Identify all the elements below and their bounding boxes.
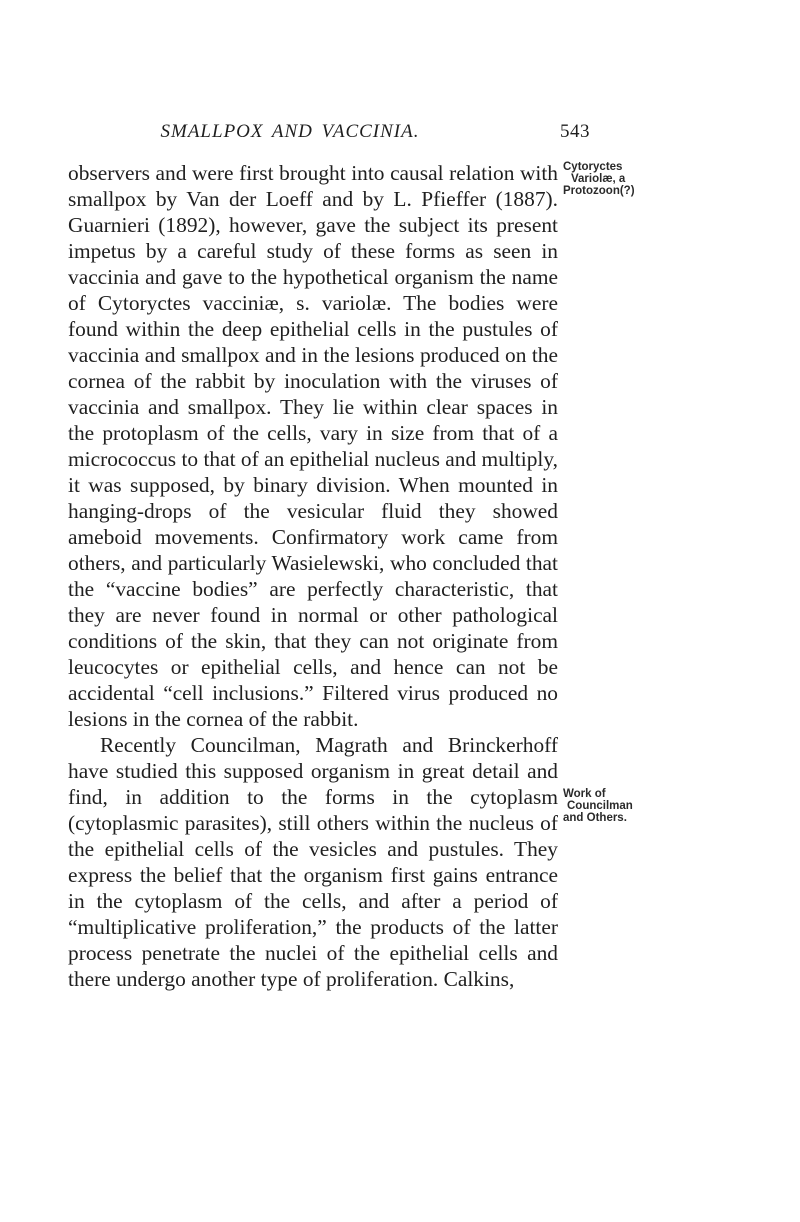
sidenote-line: and Others. bbox=[563, 812, 627, 824]
sidenote-line: Variolæ, a bbox=[571, 173, 626, 185]
paragraph-1: observers and were first brought into causal relation with smallpox by Van der Loeff and by L. Pfieffer (1887). Guarnieri (1892), however, gave the subject its present impetus by a careful study of these forms as seen in vaccinia and gave to the hypothetical organism the name of Cytoryctes vacciniæ, s. variolæ. The bodies were found within the deep epithelial cells in the pustules of vaccinia and smallpox and in the lesions produced on the cornea of the rabbit by inoculation with the viruses of vaccinia and smallpox. They lie within clear spaces in the protoplasm of the cells, vary in size from that of a micrococcus to that of an epithelial nucleus and multiply, it was supposed, by binary division. When mounted in hanging-drops of the vesicular fluid they showed ameboid movements. Confirmatory work came from others, and particularly Wasielewski, who concluded that the “vaccine bodies” are perfectly characteristic, that they are never found in normal or other pathological conditions of the skin, that they can not originate from leucocytes or epithelial cells, and hence can not be accidental “cell inclusions.” Filtered virus produced no lesions in the cornea of the rabbit. bbox=[68, 161, 558, 731]
page-number: 543 bbox=[560, 121, 590, 142]
sidenote-line: Work of bbox=[563, 788, 606, 800]
running-head bbox=[0, 0, 800, 160]
sidenote-line: Protozoon(?) bbox=[563, 185, 635, 197]
sidenote-councilman bbox=[563, 788, 683, 824]
sidenote-line: Councilman bbox=[567, 800, 633, 812]
sidenote-cytoryctes bbox=[563, 161, 683, 197]
body-text bbox=[68, 160, 558, 992]
paragraph-2: Recently Councilman, Magrath and Brinckerhoff have studied this supposed organism in great detail and find, in addition to the forms in the cytoplasm (cytoplasmic parasites), still others within the nucleus of the epithelial cells of the vesicles and pustules. They express the belief that the organism first gains entrance in the cytoplasm of the cells, and after a period of “multiplicative proliferation,” the products of the latter process penetrate the nuclei of the epithelial cells and there undergo another type of proliferation. Calkins, bbox=[68, 733, 558, 991]
sidenote-line: Cytoryctes bbox=[563, 161, 623, 173]
running-head-title: SMALLPOX AND VACCINIA. bbox=[160, 121, 420, 142]
